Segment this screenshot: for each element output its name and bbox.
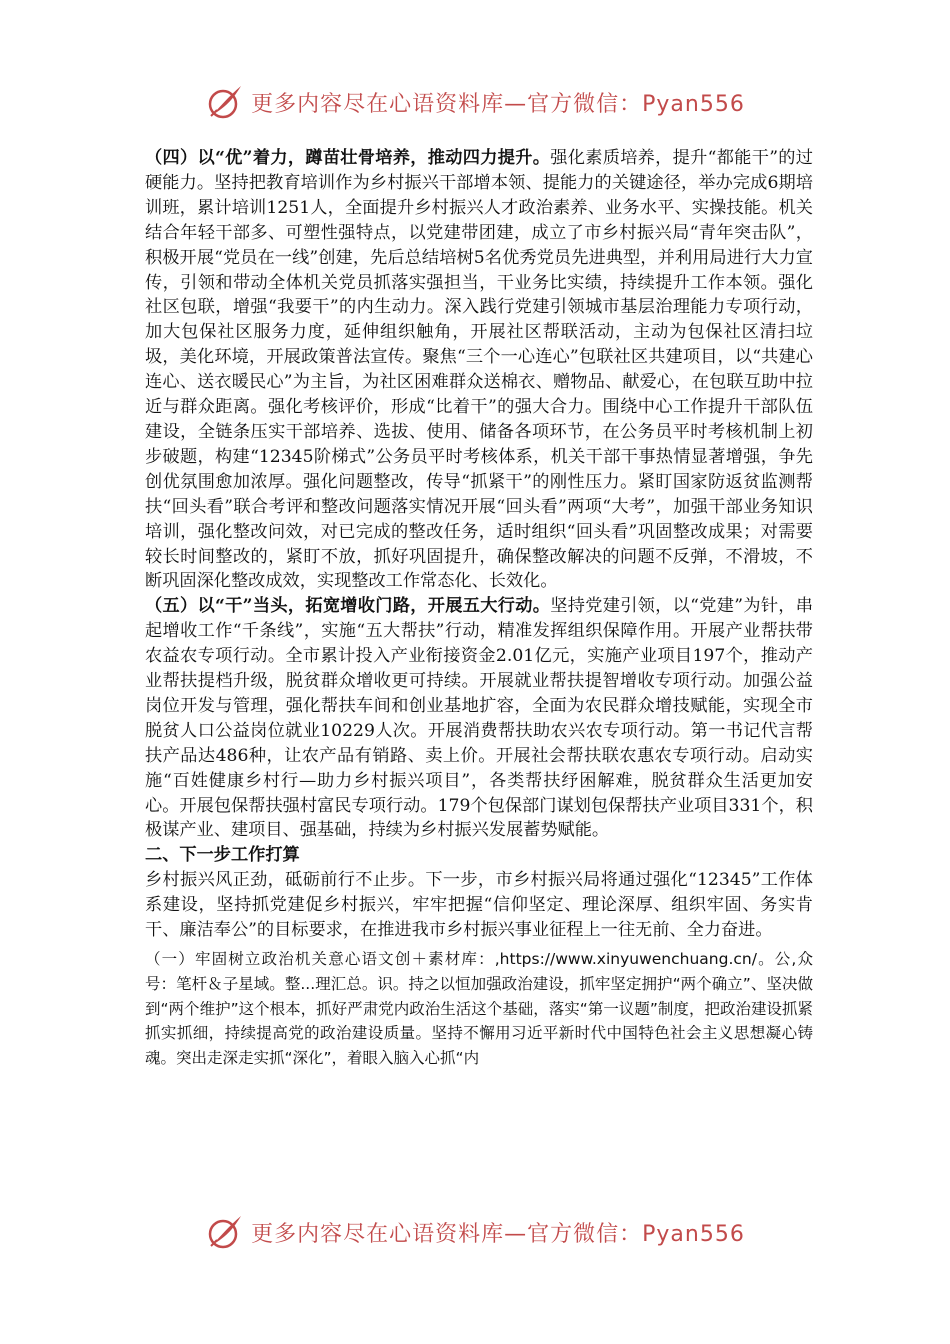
watermark-banner-top — [0, 78, 950, 126]
section-4-paragraph — [145, 146, 813, 594]
section-one-heading: （一）牢固树立政治机关意心语文创＋素材库： — [145, 950, 495, 968]
section-5-body: 坚持党建引领，以“党建”为针，串起增收工作“千条线”，实施“五大帮扶”行动，精准发挥组织保障作用。开展产业帮扶带农益农专项行动。全市累计投入产业衔接资金2.01亿元，实施产业项目197个，推动产业帮扶提档升级，脱贫群众增收更可持续。开展就业帮扶提智增收专项行动。加强公益岗位开发与管理，强化帮扶车间和创业基地扩容，全面为农民群众增技赋能，实现全市脱贫人口公益岗位就业10229人次。开展消费帮扶助农兴农专项行动。第一书记代言帮扶产品达486种，让农产品有销路、卖上价。开展社会帮扶联农惠农专项行动。启动实施“百姓健康乡村行—助力乡村振兴项目”，各类帮扶纾困解难，脱贫群众生活更加安心。开展包保帮扶强村富民专项行动。179个包保部门谋划包保帮扶产业项目331个，积极谋产业、建项目、强基础，持续为乡村振兴发展蓄势赋能。 — [145, 596, 813, 841]
section-4-heading: （四）以“优”着力，蹲苗壮骨培养，推动四力提升。 — [145, 148, 551, 168]
section-one-body: ,https://www.xinyuwenchuang.cn/。公,众号：笔杆＆子星域。整...理汇总。识。持之以恒加强政治建设，抓牢坚定拥护“两个确立”、坚决做到“两个维护”这个根本，抓好严肃党内政治生活这个基础，落实“第一议题”制度，把政治建设抓紧抓实抓细，持续提高党的政治建设质量。坚持不懈用习近平新时代中国特色社会主义思想凝心铸魂。突出走深走实抓“深化”，着眼入脑入心抓“内 — [145, 950, 813, 1068]
section-4-body: 强化素质培养，提升“都能干”的过硬能力。坚持把教育培训作为乡村振兴干部增本领、提能力的关键途径，举办完成6期培训班，累计培训1251人，全面提升乡村振兴人才政治素养、业务水平、实操技能。机关结合年轻干部多、可塑性强特点，以党建带团建，成立了市乡村振兴局“青年突击队”，积极开展“党员在一线”创建，先后总结培树5名优秀党员先进典型，并利用局进行大力宣传，引领和带动全体机关党员抓落实强担当，干业务比实绩，持续提升工作本领。强化社区包联，增强“我要干”的内生动力。深入践行党建引领城市基层治理能力专项行动，加大包保社区服务力度，延伸组织触角，开展社区帮联活动，主动为包保社区清扫垃圾，美化环境，开展政策普法宣传。聚焦“三个一心连心”包联社区共建项目，以“共建心连心、送衣暖民心”为主旨，为社区困难群众送棉衣、赠物品、献爱心，在包联互助中拉近与群众距离。强化考核评价，形成“比着干”的强大合力。围绕中心工作提升干部队伍建设，全链条压实干部培养、选拔、使用、储备各项环节，在公务员平时考核机制上初步破题，构建“12345阶梯式”公务员平时考核体系，机关干部干事热情显著增强，争先创优氛围愈加浓厚。强化问题整改，传导“抓紧干”的刚性压力。紧盯国家防返贫监测帮扶“回头看”联合考评和整改问题落实情况开展“回头看”两项“大考”，加强干部业务知识培训，强化整改问效，对已完成的整改任务，适时组织“回头看”巩固整改成果；对需要较长时间整改的，紧盯不放，抓好巩固提升，确保整改解决的问题不反弹，不滑坡，不断巩固深化整改成效，实现整改工作常态化、长效化。 — [145, 148, 813, 592]
watermark-text: 更多内容尽在心语资料库—官方微信：Pyan556 — [251, 1221, 745, 1247]
section-5-paragraph — [145, 594, 813, 843]
watermark-banner-bottom — [0, 1208, 950, 1256]
section-one-paragraph — [145, 947, 813, 1071]
next-steps-heading: 二、下一步工作打算 — [145, 845, 300, 866]
next-steps-body: 乡村振兴风正劲，砥砺前行不止步。下一步，市乡村振兴局将通过强化“12345”工作体系建设，坚持抓党建促乡村振兴，牢牢把握“信仰坚定、理论深厚、组织牢固、务实肯干、廉洁奉公”的目标要求，在推进我市乡村振兴事业征程上一往无前、全力奋进。 — [145, 870, 813, 941]
quill-logo-icon — [205, 82, 245, 122]
quill-logo-icon — [205, 1212, 245, 1252]
document-body — [145, 146, 813, 1071]
watermark-text: 更多内容尽在心语资料库—官方微信：Pyan556 — [251, 91, 745, 117]
section-5-heading: （五）以“干”当头，拓宽增收门路，开展五大行动。 — [145, 596, 551, 617]
